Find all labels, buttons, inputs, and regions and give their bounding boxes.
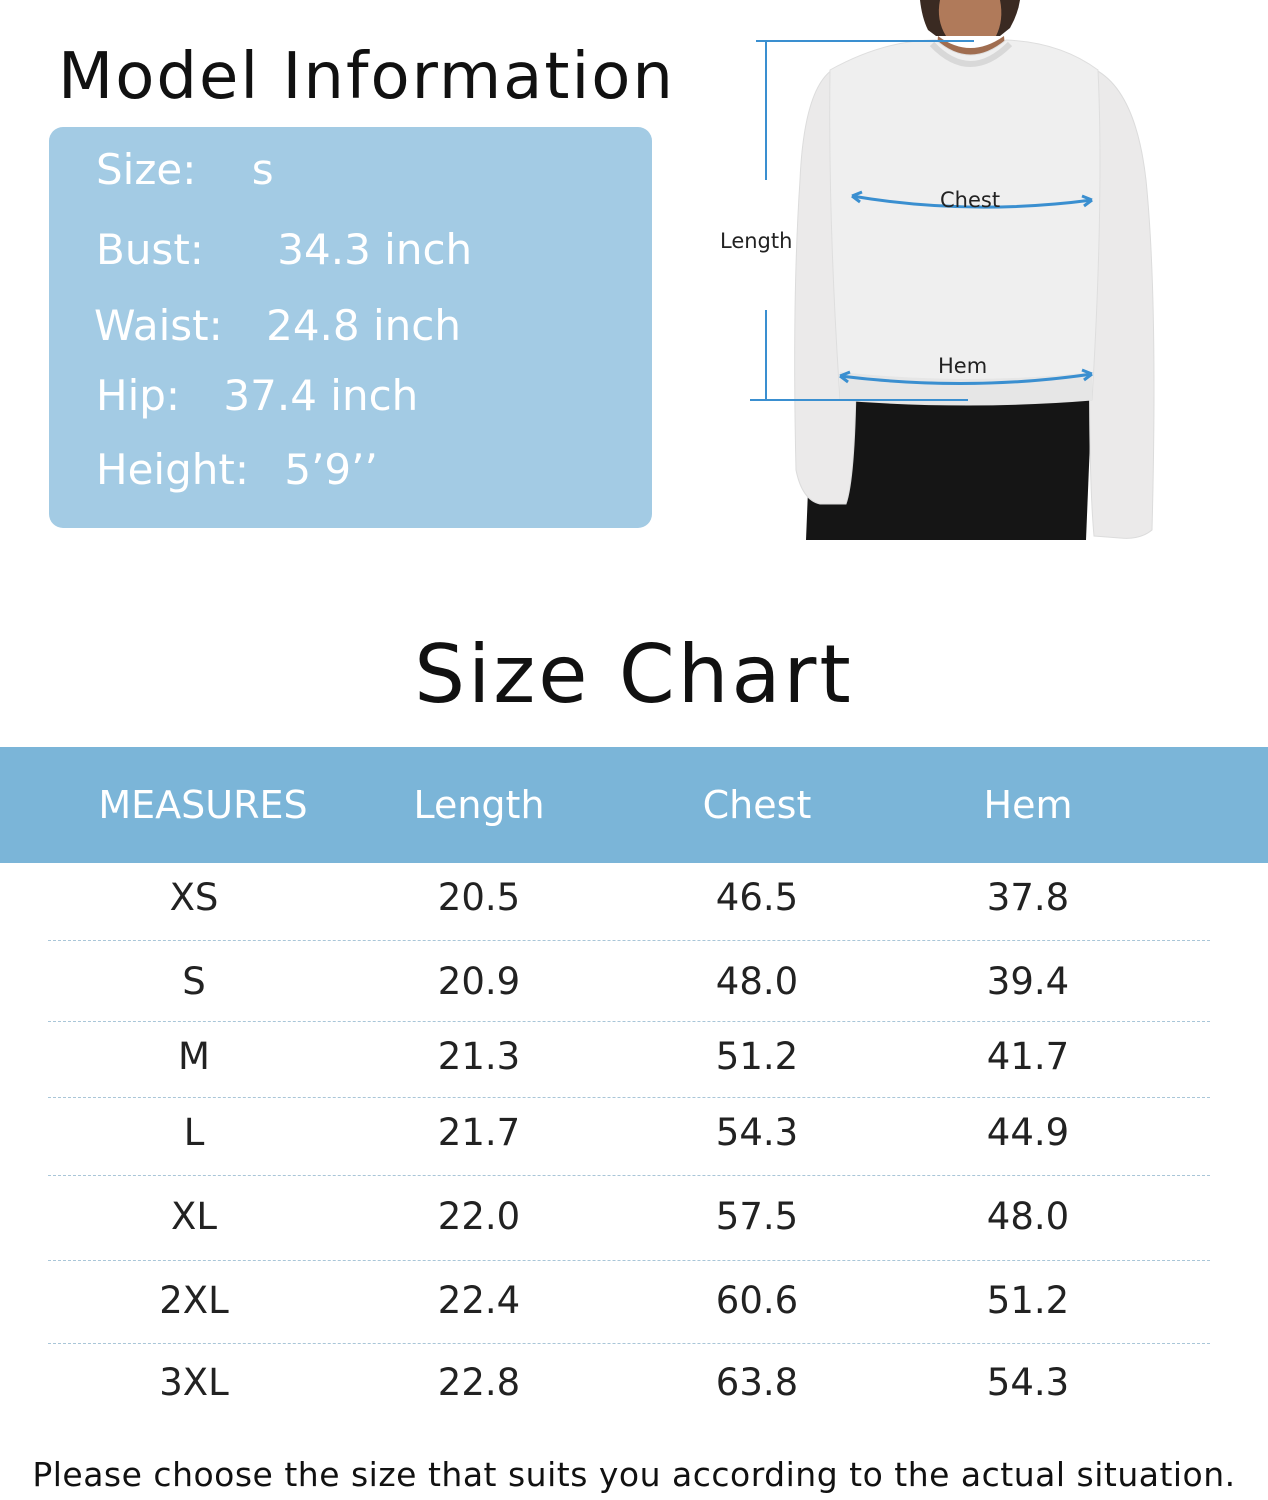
table-row (0, 1103, 1268, 1163)
cell-size: 2XL (159, 1279, 229, 1322)
row-divider (48, 1021, 1210, 1022)
size-table-header (0, 747, 1268, 863)
length-label: Length (720, 229, 793, 253)
cell-hem: 39.4 (986, 960, 1070, 1003)
cell-hem: 54.3 (986, 1361, 1070, 1404)
cell-chest: 63.8 (715, 1361, 799, 1404)
chest-label: Chest (940, 188, 1001, 212)
table-row (0, 952, 1268, 1012)
sweatshirt-illustration (700, 0, 1268, 540)
hip-label: Hip: (96, 371, 181, 420)
bust-value: 34.3 inch (277, 225, 473, 274)
cell-length: 21.7 (437, 1111, 521, 1154)
cell-size: M (178, 1035, 210, 1078)
cell-size: L (183, 1111, 205, 1154)
header-hem: Hem (983, 783, 1073, 827)
row-divider (48, 1343, 1210, 1344)
hip-row (96, 371, 418, 420)
waist-value: 24.8 inch (266, 301, 461, 350)
cell-size: 3XL (159, 1361, 229, 1404)
cell-size: S (182, 960, 206, 1003)
table-row (0, 868, 1268, 928)
cell-hem: 51.2 (986, 1279, 1070, 1322)
model-figure (700, 0, 1268, 540)
cell-size: XS (169, 876, 219, 919)
size-value: s (251, 145, 274, 194)
size-note: Please choose the size that suits you according to the actual situation. (32, 1455, 1236, 1494)
row-divider (48, 1175, 1210, 1176)
cell-chest: 60.6 (715, 1279, 799, 1322)
cell-chest: 46.5 (715, 876, 799, 919)
waist-row (94, 301, 461, 350)
size-row (96, 145, 274, 194)
cell-hem: 41.7 (986, 1035, 1070, 1078)
cell-length: 22.0 (437, 1195, 521, 1238)
cell-length: 21.3 (437, 1035, 521, 1078)
table-row (0, 1027, 1268, 1087)
cell-hem: 44.9 (986, 1111, 1070, 1154)
height-label: Height: (96, 445, 249, 494)
waist-label: Waist: (94, 301, 223, 350)
header-measures: MEASURES (98, 783, 308, 827)
cell-length: 20.9 (437, 960, 521, 1003)
model-information-title: Model Information (58, 40, 675, 114)
height-value: 5’9’’ (284, 445, 378, 494)
cell-length: 22.8 (437, 1361, 521, 1404)
size-chart-title: Size Chart (414, 628, 854, 721)
bust-row (96, 225, 472, 274)
hip-value: 37.4 inch (223, 371, 419, 420)
cell-size: XL (171, 1195, 217, 1238)
cell-hem: 48.0 (986, 1195, 1070, 1238)
row-divider (48, 1097, 1210, 1098)
cell-length: 22.4 (437, 1279, 521, 1322)
cell-chest: 54.3 (715, 1111, 799, 1154)
cell-hem: 37.8 (986, 876, 1070, 919)
table-row (0, 1187, 1268, 1247)
hem-label: Hem (938, 354, 988, 378)
header-length: Length (413, 783, 545, 827)
sweatshirt-body (830, 40, 1100, 405)
model-info-box (49, 127, 652, 528)
cell-chest: 57.5 (715, 1195, 799, 1238)
row-divider (48, 940, 1210, 941)
header-chest: Chest (702, 783, 812, 827)
table-row (0, 1353, 1268, 1413)
cell-chest: 51.2 (715, 1035, 799, 1078)
bust-label: Bust: (96, 225, 204, 274)
height-row (96, 445, 378, 494)
cell-chest: 48.0 (715, 960, 799, 1003)
row-divider (48, 1260, 1210, 1261)
face (939, 0, 1001, 36)
table-row (0, 1271, 1268, 1331)
size-label: Size: (96, 145, 197, 194)
cell-length: 20.5 (437, 876, 521, 919)
